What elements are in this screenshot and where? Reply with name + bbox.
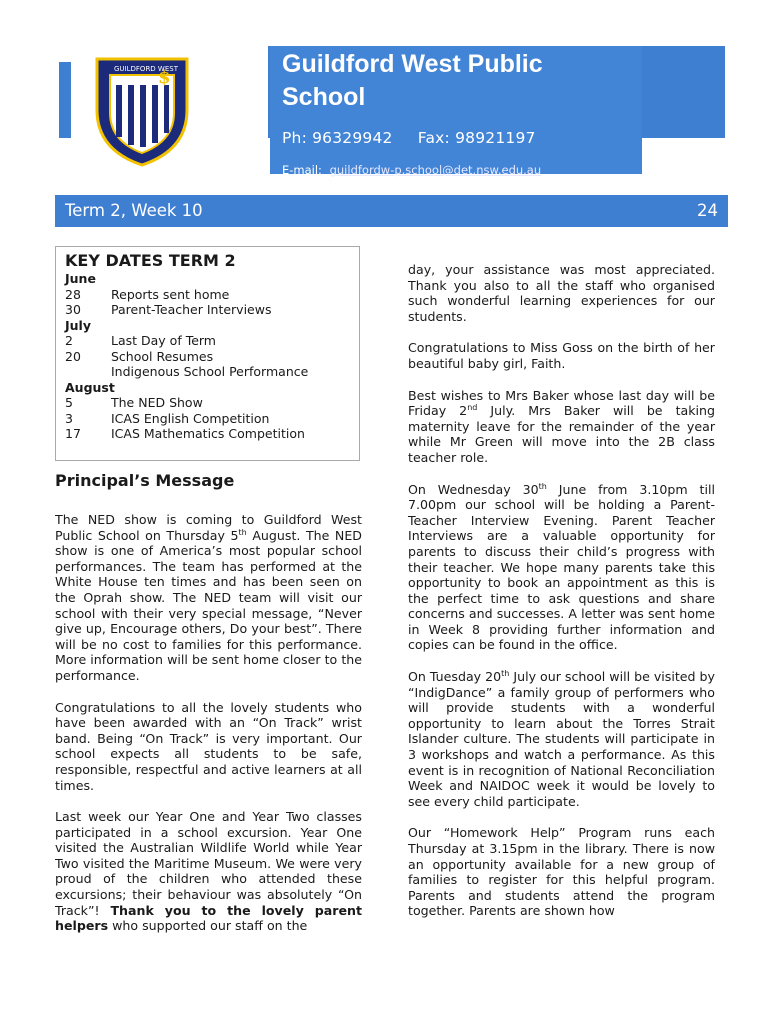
svg-text:$: $ xyxy=(158,67,171,88)
header-panel xyxy=(270,46,642,177)
paragraph: Congratulations to all the lovely students who have been awarded with an “On Track” wrist band. Being “On Track” is very important. Our school expects all students to be safe, responsible, respectful and active learners at all times. xyxy=(55,699,362,793)
key-date-row: 28 Reports sent home xyxy=(65,286,230,302)
contact-line xyxy=(282,129,630,147)
paragraph: Last week our Year One and Year Two classes participated in a school excursion. Year One visited the Australian Wildlife World while Year Two visited the Maritime Museum. We were very proud of the children who attended these excursions; their behaviour was absolutely “On Track”! Thank you to the lovely parent helpers who supported our staff on the xyxy=(55,809,362,934)
email-label: E-mail: xyxy=(282,163,322,177)
header-left-rule xyxy=(59,62,71,138)
paragraph: Best wishes to Mrs Baker whose last day will be Friday 2nd July. Mrs Baker will be taking maternity leave for the remainder of the year while Mr Green will move into the 2B class teacher role. xyxy=(408,387,715,465)
paragraph: The NED show is coming to Guildford West Public School on Thursday 5th August. The NED show is one of America’s most popular school performances. The team has performed at the White House ten times and has been seen on the Oprah show. The NED team will visit our school with their very special message, “Never give up, Encourage others, Do your best”. There will be no cost to families for this performance. More information will be sent home closer to the performance. xyxy=(55,512,362,683)
paragraph: Congratulations to Miss Goss on the birth of her beautiful baby girl, Faith. xyxy=(408,340,715,371)
key-date-row: 17 ICAS Mathematics Competition xyxy=(65,426,305,441)
right-column xyxy=(408,262,715,935)
fax-number: Fax: 98921197 xyxy=(417,129,536,147)
key-date-row: 20 School Resumes xyxy=(65,348,214,364)
svg-text:GUILDFORD WEST: GUILDFORD WEST xyxy=(114,65,178,73)
key-date-row: 3 ICAS English Competition xyxy=(65,410,270,426)
term-week-bar xyxy=(55,195,728,227)
key-date-row: 5 The NED Show xyxy=(65,395,203,410)
email-link[interactable]: guildfordw-p.school@det.nsw.edu.au xyxy=(329,163,542,177)
paragraph: day, your assistance was most appreciated. Thank you also to all the staff who organised such wonderful learning experiences for our students. xyxy=(408,262,715,324)
month-heading-july: July xyxy=(65,317,91,333)
email-line xyxy=(282,163,630,177)
school-name: Guildford West Public School xyxy=(282,50,543,111)
issue-number: 24 xyxy=(697,201,718,220)
key-dates-box xyxy=(55,246,360,461)
key-date-row: Indigenous School Performance xyxy=(111,364,309,379)
school-crest-logo xyxy=(92,55,192,167)
month-heading-june: June xyxy=(65,271,96,286)
month-heading-august: August xyxy=(65,379,115,395)
term-week-label: Term 2, Week 10 xyxy=(65,201,203,220)
paragraph: Our “Homework Help” Program runs each Thursday at 3.15pm in the library. There is now an opportunity available for a new group of families to register for this helpful program. Parents and students attend the program together. Parents are shown how xyxy=(408,825,715,919)
key-dates-title: KEY DATES TERM 2 xyxy=(65,251,236,270)
phone-number: Ph: 96329942 xyxy=(282,129,393,147)
key-date-row: 2 Last Day of Term xyxy=(65,333,216,348)
paragraph: On Tuesday 20th July our school will be visited by “IndigDance” a family group of performers who will provide students with a wonderful opportunity to learn about the Torres Strait Islander culture. The students will participate in 3 workshops and watch a performance. As this event is in recognition of National Reconciliation Week and NAIDOC week it would be lovely to see every child participate. xyxy=(408,668,715,809)
left-column xyxy=(55,246,362,950)
principal-message-heading: Principal’s Message xyxy=(55,471,235,490)
paragraph: On Wednesday 30th June from 3.10pm till 7.00pm our school will be holding a Parent-Teacher Interview Evening. Parent Teacher Interviews are a valuable opportunity for parents to discuss their child’s progress with their teacher. We hope many parents take this opportunity to book an appointment as this is the perfect time to ask questions and share concerns and successes. A letter was sent home in Week 8 providing further information and copies can be found in the office. xyxy=(408,481,715,653)
key-date-row: 30 Parent-Teacher Interviews xyxy=(65,302,272,317)
